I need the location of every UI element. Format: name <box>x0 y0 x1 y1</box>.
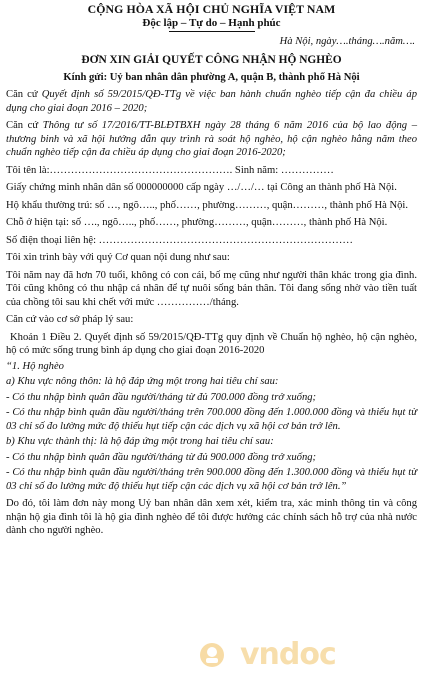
situation-paragraph: Tôi năm nay đã hơn 70 tuổi, không có con cái, bố mẹ cũng như người thân khác trong gia đình. Tôi cũng không có thu nhập cá nhân để tự nuôi sống bản thân. Tôi đang sống nhờ vào tiền tuất của chồng tôi sau khi chết với mức ……………/tháng. <box>6 269 417 308</box>
country-heading: CỘNG HÒA XÃ HỘI CHỦ NGHĨA VIỆT NAM <box>87 2 336 16</box>
id-line: Giấy chứng minh nhân dân số 000000000 cấp ngày …/…/… tại Công an thành phố Hà Nội. <box>6 182 397 193</box>
document-page <box>6 0 417 538</box>
basis-1 <box>6 88 417 115</box>
name-line: Tôi tên là:……………………………………………. Sinh năm: …………… <box>6 164 334 176</box>
present-line: Tôi xin trình bày với quý Cơ quan nội dung như sau: <box>6 252 230 263</box>
motto: Độc lập – Tự do – Hạnh phúc <box>142 16 281 29</box>
quote-b: b) Khu vực thành thị: là hộ đáp ứng một trong hai tiêu chí sau: <box>6 436 274 447</box>
basis-1-text: Quyết định số 59/2015/QĐ-TTg về việc ban hành chuẩn nghèo tiếp cận đa chiều áp dụng cho giai đoạn 2016 – 2020; <box>6 89 417 114</box>
legal-basis-line: Căn cứ vào cơ sở pháp lý sau: <box>6 314 134 325</box>
document-title: ĐƠN XIN GIẢI QUYẾT CÔNG NHẬN HỘ NGHÈO <box>81 54 342 66</box>
date-line: Hà Nội, ngày….tháng….năm…. <box>279 35 415 47</box>
quote-b2: - Có thu nhập bình quân đầu người/tháng trên 900.000 đồng đến 1.300.000 đồng và thiếu hụt từ 03 chỉ số đo lường mức độ thiếu hụt tiếp cận các dịch vụ xã hội cơ bản trở lên.” <box>6 467 417 492</box>
quote-a2: - Có thu nhập bình quân đầu người/tháng trên 700.000 đồng đến 1.000.000 đồng và thiếu hụt từ 03 chỉ số đo lường mức độ thiếu hụt tiếp cận các dịch vụ xã hội cơ bản trở lên. <box>6 407 417 432</box>
current-address-line: Chỗ ở hiện tại: số …., ngõ….., phố……, phường………, quận………, thành phố Hà Nội. <box>6 217 388 228</box>
phone-line: Số điện thoại liên hệ: ……………………………………………………………… <box>6 234 353 246</box>
quote-heading: “1. Hộ nghèo <box>6 360 64 372</box>
kinh-gui: Kính gửi: Uỷ ban nhân dân phường A, quận B, thành phố Hà Nội <box>63 71 360 83</box>
quote-a: a) Khu vực nông thôn: là hộ đáp ứng một trong hai tiêu chí sau: <box>6 376 279 387</box>
basis-2-text: Thông tư số 17/2016/TT-BLĐTBXH ngày 28 tháng 6 năm 2016 của bộ lao động – thương binh và xã hội hướng dẫn quy trình rà soát hộ nghèo, hộ cận nghèo hằng năm theo chuẩn nghèo tiếp cận đa chiều áp dụng cho giai đoạn 2016-2020; <box>6 120 417 158</box>
residence-line: Hộ khẩu thường trú: số …, ngõ….., phố……, phường………, quận………, thành phố Hà Nội. <box>6 199 408 211</box>
quote-a1: - Có thu nhập bình quân đầu người/tháng từ đủ 700.000 đồng trở xuống; <box>6 391 317 403</box>
basis-1-prefix: Căn cứ <box>6 89 42 100</box>
closing-paragraph: Do đó, tôi làm đơn này mong Uỷ ban nhân dân xem xét, kiểm tra, xác minh thông tin và công nhận hộ gia đình tôi là hộ gia đình nghèo để tôi được hưởng các chính sách hỗ trợ của nhà nước dành cho người nghèo. <box>6 498 417 536</box>
quote-b1: - Có thu nhập bình quân đầu người/tháng từ đủ 900.000 đồng trở xuống; <box>6 451 317 463</box>
basis-2-prefix: Căn cứ <box>6 120 43 131</box>
motto-underline <box>169 31 255 32</box>
basis-2 <box>6 119 417 160</box>
watermark-logo-icon <box>197 640 227 670</box>
watermark-logo: vndoc <box>240 637 336 672</box>
khoan-paragraph: Khoản 1 Điều 2. Quyết định số 59/2015/QĐ-TTg quy định về Chuẩn hộ nghèo, hộ cận nghèo, hộ có mức sống trung bình áp dụng cho giai đoạn 2016-2020 <box>6 331 417 356</box>
